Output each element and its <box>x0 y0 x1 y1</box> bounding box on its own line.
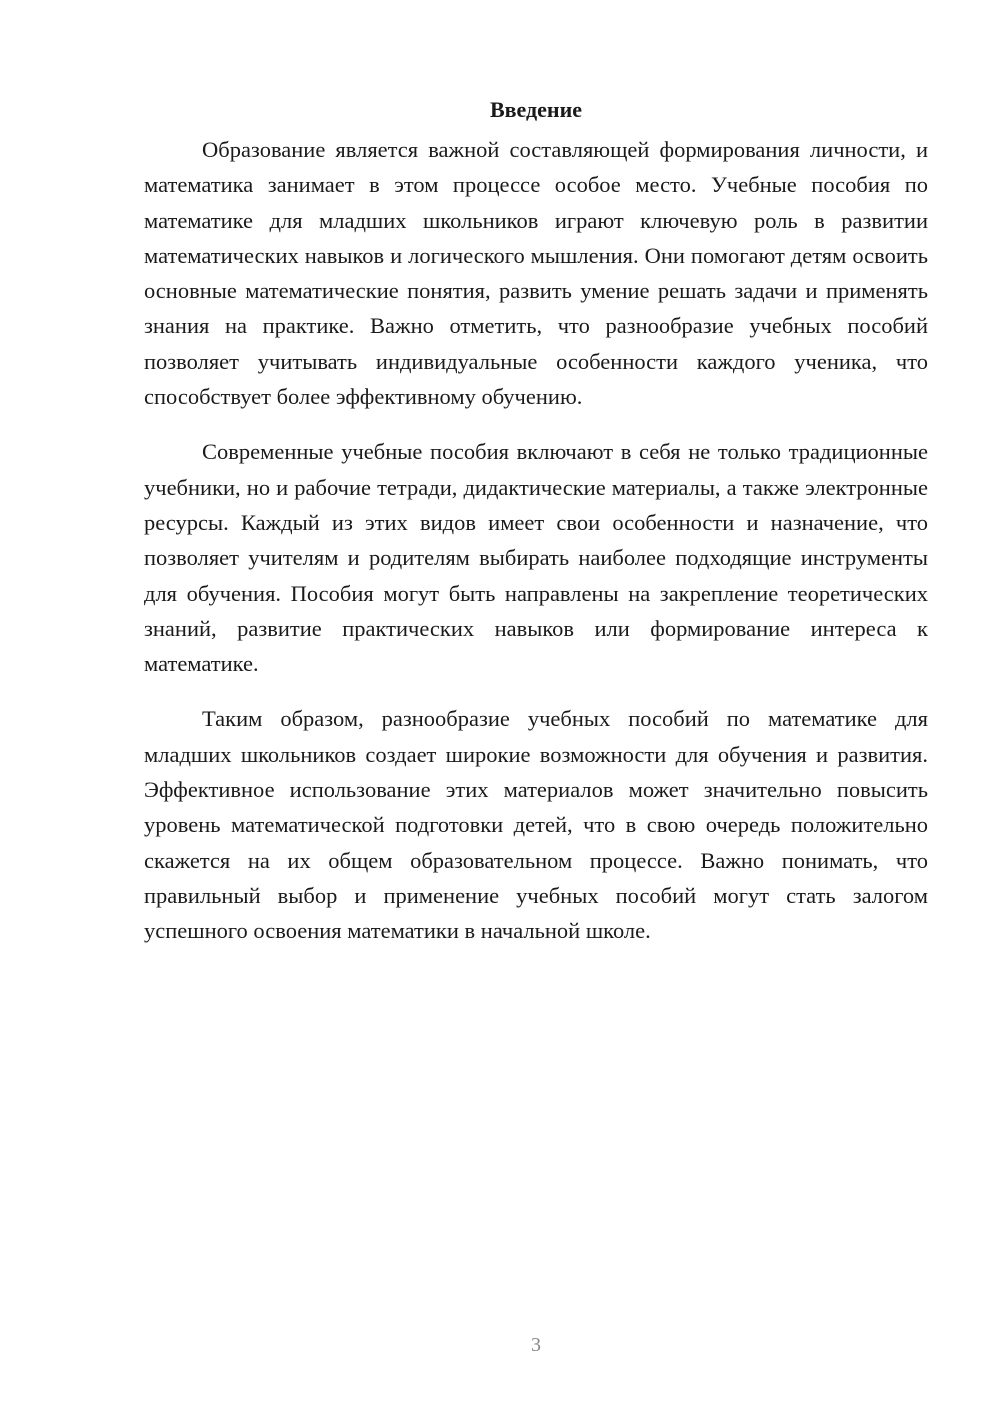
paragraph-3: Таким образом, разнообразие учебных пособий по математике для младших школьников создает широкие возможности для обучения и развития. Эффективное использование этих материалов может значительно повысить уровень математической подготовки детей, что в свою очередь положительно скажется на их общем образовательном процессе. Важно понимать, что правильный выбор и применение учебных пособий могут стать залогом успешного освоения математики в начальной школе. <box>144 706 928 944</box>
document-page <box>144 92 928 969</box>
paragraph-2: Современные учебные пособия включают в себя не только традиционные учебники, но и рабочие тетради, дидактические материалы, а также электронные ресурсы. Каждый из этих видов имеет свои особенности и назначение, что позволяет учителям и родителям выбирать наиболее подходящие инструменты для обучения. Пособия могут быть направлены на закрепление теоретических знаний, развитие практических навыков или формирование интереса к математике. <box>144 439 928 677</box>
paragraph-1: Образование является важной составляющей формирования личности, и математика занимает в этом процессе особое место. Учебные пособия по математике для младших школьников играют ключевую роль в развитии математических навыков и логического мышления. Они помогают детям освоить основные математические понятия, развить умение решать задачи и применять знания на практике. Важно отметить, что разнообразие учебных пособий позволяет учитывать индивидуальные особенности каждого ученика, что способствует более эффективному обучению. <box>144 137 928 410</box>
section-title: Введение <box>489 97 583 122</box>
page-number: 3 <box>531 1334 541 1356</box>
